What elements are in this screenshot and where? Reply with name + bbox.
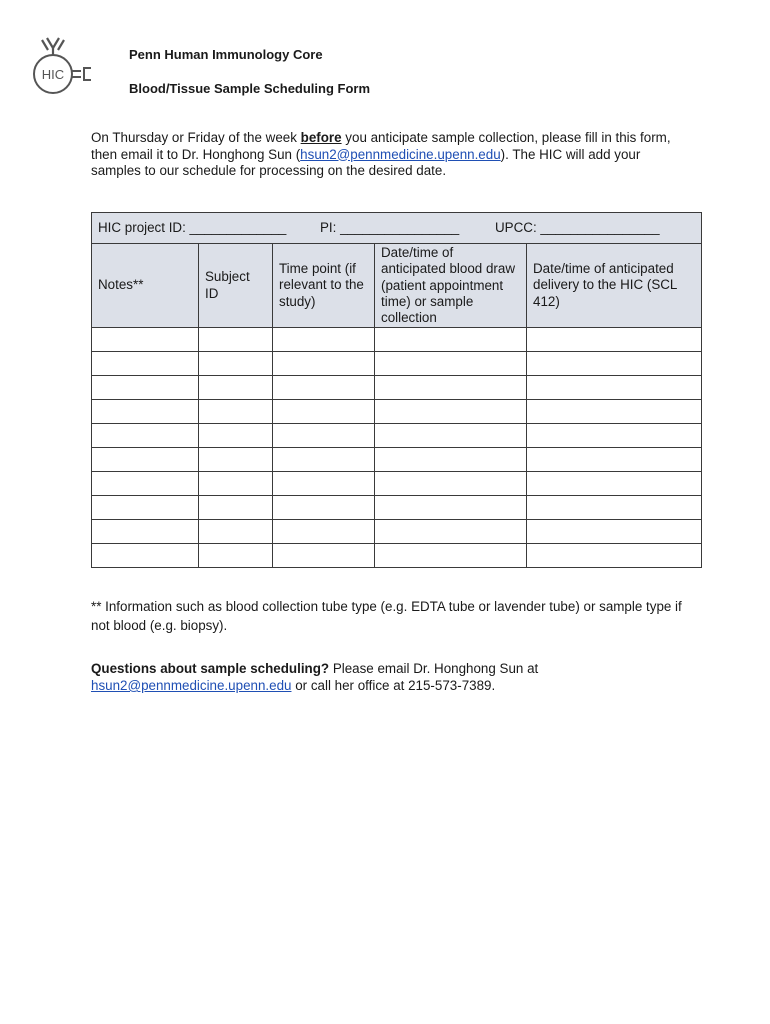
questions-email-link[interactable]: hsun2@pennmedicine.upenn.edu — [91, 678, 292, 693]
table-row — [92, 544, 702, 568]
blood-draw-cell[interactable] — [375, 424, 527, 448]
column-header-row — [92, 244, 702, 328]
blood-draw-cell[interactable] — [375, 448, 527, 472]
table-row — [92, 448, 702, 472]
col-header-subject-id: Subject ID — [199, 244, 273, 328]
intro-email-link[interactable]: hsun2@pennmedicine.upenn.edu — [300, 146, 501, 162]
time-point-cell[interactable] — [273, 448, 375, 472]
subject-id-cell[interactable] — [199, 472, 273, 496]
delivery-cell[interactable] — [527, 376, 702, 400]
footnote: ** Information such as blood collection tube type (e.g. EDTA tube or lavender tube) or sample type if not blood (e.g. biopsy). — [91, 599, 682, 633]
notes-cell[interactable] — [92, 448, 199, 472]
subject-id-cell[interactable] — [199, 496, 273, 520]
time-point-cell[interactable] — [273, 376, 375, 400]
upcc-field[interactable]: UPCC: ________________ — [495, 219, 660, 235]
project-id-field[interactable]: HIC project ID: _____________ — [98, 219, 287, 235]
schedule-table — [91, 212, 702, 568]
org-name: Penn Human Immunology Core — [129, 47, 323, 62]
notes-cell[interactable] — [92, 544, 199, 568]
table-row — [92, 400, 702, 424]
time-point-cell[interactable] — [273, 328, 375, 352]
subject-id-cell[interactable] — [199, 520, 273, 544]
subject-id-cell[interactable] — [199, 376, 273, 400]
subject-id-cell[interactable] — [199, 352, 273, 376]
table-row — [92, 520, 702, 544]
subject-id-cell[interactable] — [199, 424, 273, 448]
pi-field[interactable]: PI: ________________ — [320, 219, 460, 235]
blood-draw-cell[interactable] — [375, 376, 527, 400]
time-point-cell[interactable] — [273, 520, 375, 544]
notes-cell[interactable] — [92, 496, 199, 520]
delivery-cell[interactable] — [527, 496, 702, 520]
blood-draw-cell[interactable] — [375, 496, 527, 520]
time-point-cell[interactable] — [273, 424, 375, 448]
delivery-cell[interactable] — [527, 472, 702, 496]
intro-emphasis: before — [300, 130, 342, 145]
delivery-cell[interactable] — [527, 424, 702, 448]
notes-cell[interactable] — [92, 400, 199, 424]
time-point-cell[interactable] — [273, 352, 375, 376]
questions-paragraph: Questions about sample scheduling? Please email Dr. Honghong Sun at hsun2@pennmedicine.upenn.edu or call her office at 215-573-7389. — [91, 661, 539, 693]
time-point-cell[interactable] — [273, 496, 375, 520]
table-row — [92, 424, 702, 448]
notes-cell[interactable] — [92, 328, 199, 352]
blood-draw-cell[interactable] — [375, 472, 527, 496]
table-row — [92, 376, 702, 400]
col-header-delivery: Date/time of anticipated delivery to the HIC (SCL 412) — [527, 244, 702, 328]
blood-draw-cell[interactable] — [375, 352, 527, 376]
time-point-cell[interactable] — [273, 400, 375, 424]
table-row — [92, 328, 702, 352]
notes-cell[interactable] — [92, 376, 199, 400]
table-row — [92, 472, 702, 496]
delivery-cell[interactable] — [527, 400, 702, 424]
delivery-cell[interactable] — [527, 520, 702, 544]
blood-draw-cell[interactable] — [375, 400, 527, 424]
notes-cell[interactable] — [92, 520, 199, 544]
subject-id-cell[interactable] — [199, 328, 273, 352]
intro-paragraph: On Thursday or Friday of the week before you anticipate sample collection, please fill in this form, then email it to Dr. Honghong Sun (hsun2@pennmedicine.upenn.edu). The HIC will add your samples to our schedule for processing on the desired date. — [91, 130, 671, 178]
form-title: Blood/Tissue Sample Scheduling Form — [129, 81, 371, 96]
blood-draw-cell[interactable] — [375, 520, 527, 544]
col-header-notes: Notes** — [92, 244, 199, 328]
notes-cell[interactable] — [92, 424, 199, 448]
delivery-cell[interactable] — [527, 352, 702, 376]
time-point-cell[interactable] — [273, 472, 375, 496]
subject-id-cell[interactable] — [199, 400, 273, 424]
notes-cell[interactable] — [92, 472, 199, 496]
hic-logo — [27, 36, 97, 98]
subject-id-cell[interactable] — [199, 544, 273, 568]
table-row — [92, 352, 702, 376]
table-row — [92, 496, 702, 520]
questions-heading: Questions about sample scheduling? — [91, 661, 330, 676]
project-info-row — [92, 213, 702, 244]
blood-draw-cell[interactable] — [375, 544, 527, 568]
logo-text: HIC — [41, 67, 65, 82]
time-point-cell[interactable] — [273, 544, 375, 568]
subject-id-cell[interactable] — [199, 448, 273, 472]
col-header-blood-draw: Date/time of anticipated blood draw (patient appointment time) or sample collection — [375, 244, 527, 328]
blood-draw-cell[interactable] — [375, 328, 527, 352]
delivery-cell[interactable] — [527, 448, 702, 472]
delivery-cell[interactable] — [527, 544, 702, 568]
notes-cell[interactable] — [92, 352, 199, 376]
delivery-cell[interactable] — [527, 328, 702, 352]
col-header-time-point: Time point (if relevant to the study) — [273, 244, 375, 328]
